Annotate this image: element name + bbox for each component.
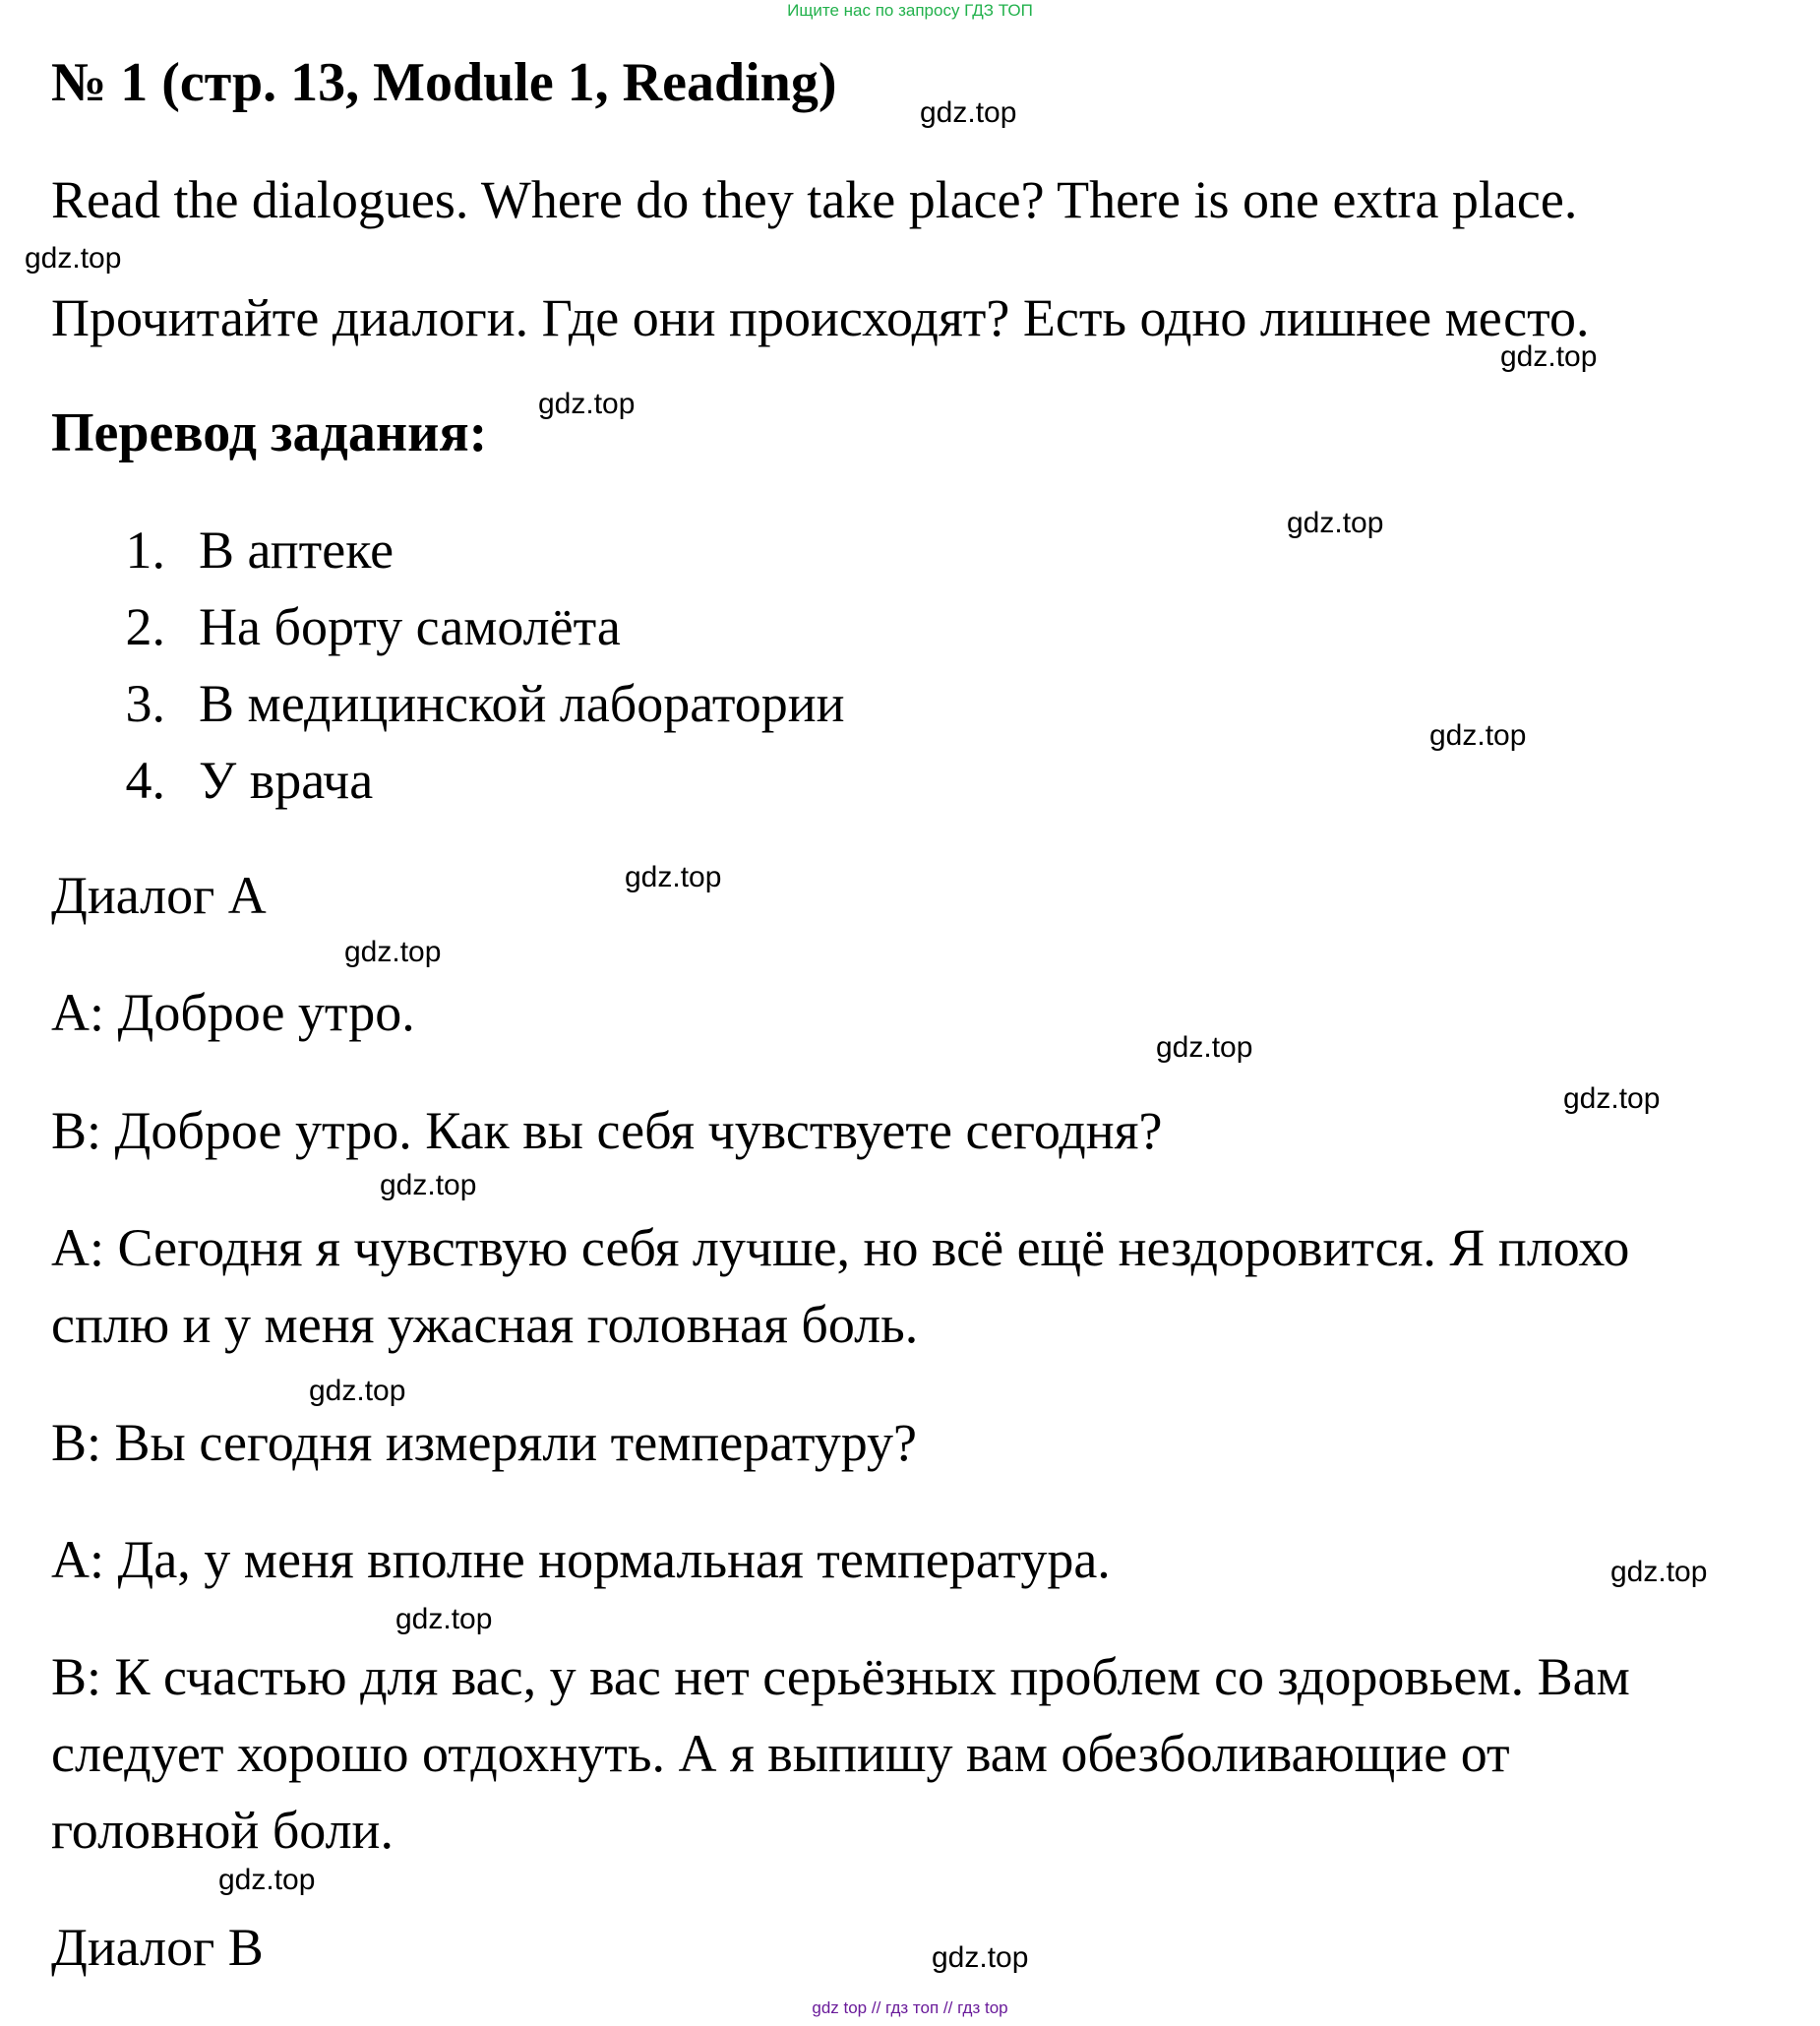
watermark: gdz.top — [380, 1169, 477, 1201]
list-number: 1. — [125, 521, 165, 580]
instruction-english: Read the dialogues. Where do they take place? There is one extra place. — [51, 170, 1578, 229]
top-banner[interactable]: Ищите нас по запросу ГДЗ ТОП — [787, 1, 1033, 20]
dialog-line: А: Сегодня я чувствую себя лучше, но всё ещё нездоровится. Я плохо — [51, 1218, 1630, 1277]
footer-separator: // — [942, 1998, 953, 2017]
list-number: 4. — [125, 751, 165, 810]
watermark: gdz.top — [25, 242, 122, 275]
footer-link[interactable]: gdz top — [812, 1998, 868, 2017]
watermark: gdz.top — [932, 1941, 1029, 1974]
dialog-line: следует хорошо отдохнуть. А я выпишу вам обезболивающие от — [51, 1724, 1510, 1783]
watermark: gdz.top — [309, 1375, 406, 1407]
footer-link[interactable]: гдз топ — [885, 1998, 940, 2017]
watermark: gdz.top — [538, 388, 636, 420]
page-title: № 1 (стр. 13, Module 1, Reading) — [51, 52, 837, 113]
watermark: gdz.top — [1156, 1031, 1253, 1064]
watermark: gdz.top — [344, 936, 442, 968]
list-item-text: У врача — [199, 751, 374, 810]
dialog-line: В: Доброе утро. Как вы себя чувствуете сегодня? — [51, 1101, 1163, 1160]
translation-heading: Перевод задания: — [51, 402, 488, 463]
list-item-text: На борту самолёта — [199, 597, 621, 656]
list-number: 3. — [125, 674, 165, 733]
watermark: gdz.top — [395, 1603, 493, 1635]
watermark: gdz.top — [1563, 1082, 1661, 1115]
watermark: gdz.top — [1610, 1556, 1708, 1588]
dialog-line: головной боли. — [51, 1801, 394, 1860]
watermark: gdz.top — [1287, 507, 1384, 539]
list-number: 2. — [125, 597, 165, 656]
dialog-line: А: Доброе утро. — [51, 983, 415, 1042]
dialog-line: А: Да, у меня вполне нормальная температура. — [51, 1530, 1111, 1589]
list-item-text: В медицинской лаборатории — [199, 674, 845, 733]
dialog-b-heading: Диалог В — [51, 1918, 264, 1977]
watermark: gdz.top — [1429, 719, 1527, 752]
footer-links — [0, 1997, 1820, 2019]
watermark: gdz.top — [1500, 340, 1598, 373]
footer-link[interactable]: гдз top — [957, 1998, 1008, 2017]
watermark: gdz.top — [625, 861, 722, 893]
watermark: gdz.top — [218, 1864, 316, 1896]
dialog-line: В: К счастью для вас, у вас нет серьёзных проблем со здоровьем. Вам — [51, 1647, 1630, 1706]
dialog-a-heading: Диалог А — [51, 866, 267, 925]
dialog-line: В: Вы сегодня измеряли температуру? — [51, 1413, 917, 1472]
dialog-line: сплю и у меня ужасная головная боль. — [51, 1295, 919, 1354]
instruction-russian: Прочитайте диалоги. Где они происходят? Есть одно лишнее место. — [51, 288, 1590, 347]
watermark: gdz.top — [920, 96, 1017, 129]
list-item-text: В аптеке — [199, 521, 394, 580]
footer-separator: // — [871, 1998, 881, 2017]
